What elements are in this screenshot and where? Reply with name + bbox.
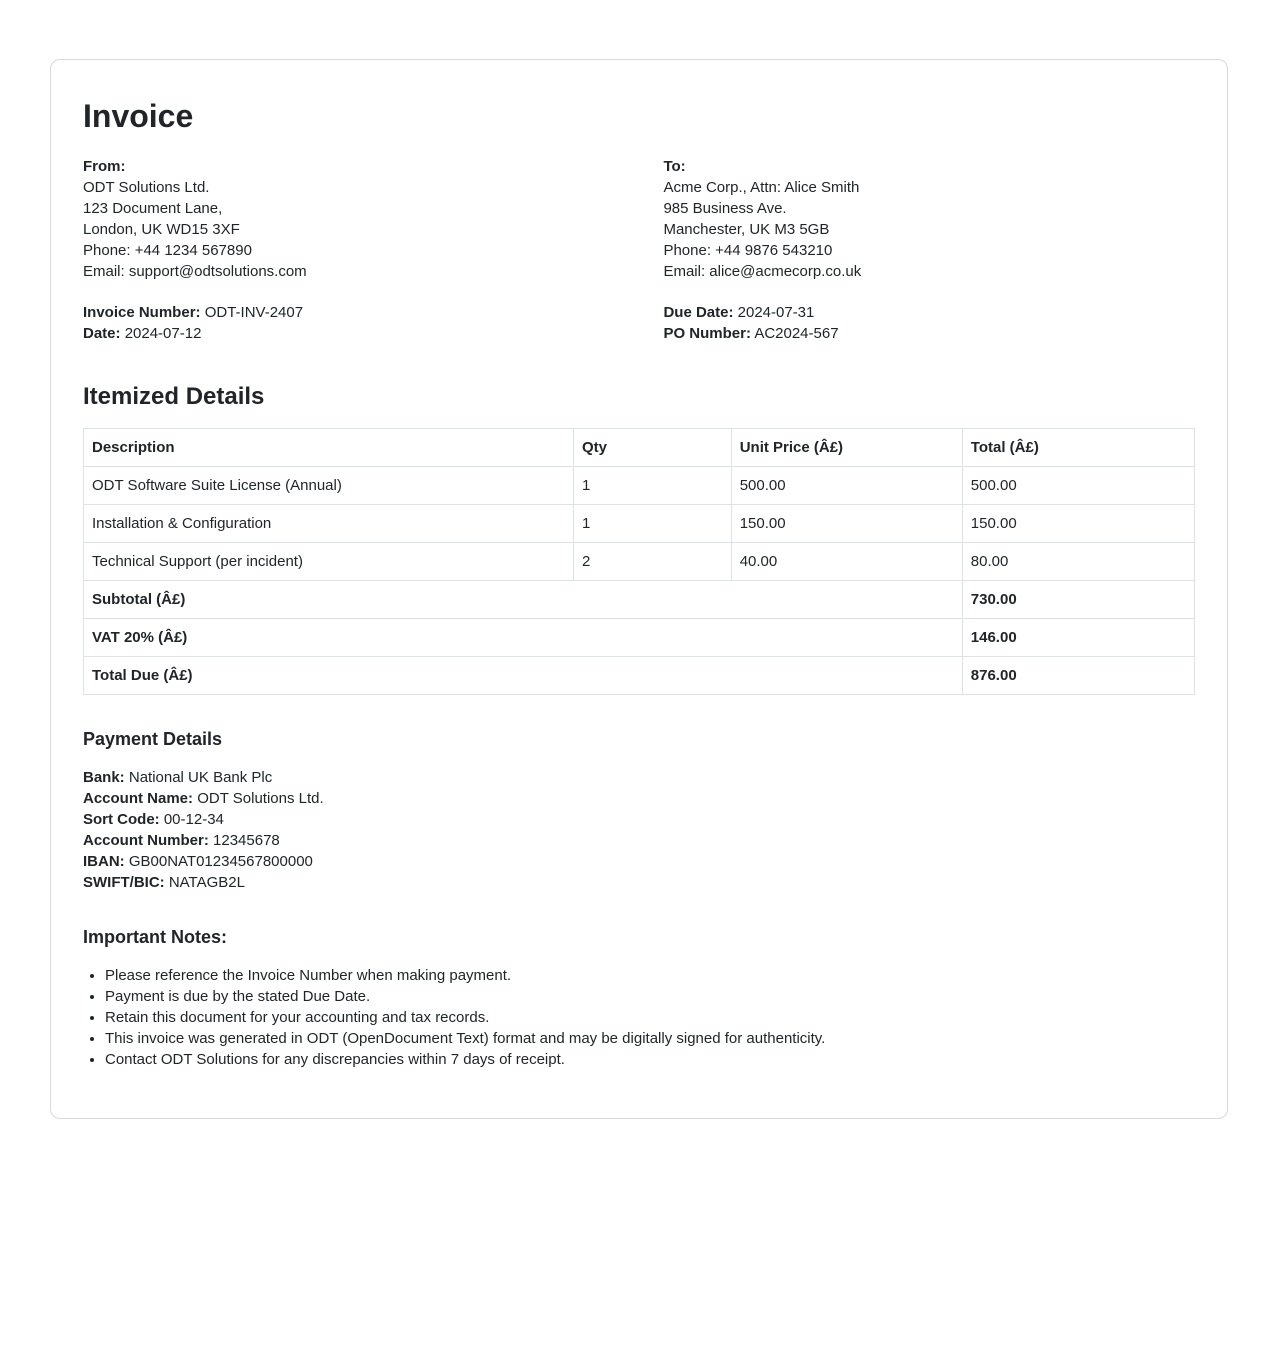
account-number-value: 12345678 bbox=[213, 832, 280, 849]
iban-row bbox=[83, 851, 1195, 872]
bank-value: National UK Bank Plc bbox=[128, 769, 273, 786]
iban-label: IBAN: bbox=[83, 853, 125, 870]
invoice-date-value: 2024-07-12 bbox=[124, 325, 202, 342]
total-due-value: 876.00 bbox=[962, 657, 1194, 695]
po-number-value: AC2024-567 bbox=[754, 325, 839, 342]
table-header-row bbox=[84, 429, 1195, 467]
to-line: 985 Business Ave. bbox=[663, 200, 787, 217]
po-number-row bbox=[663, 323, 1195, 344]
cell-qty: 1 bbox=[573, 467, 731, 505]
note-item: • Retain this document for your accounting and tax records. bbox=[105, 1007, 1195, 1028]
invoice-number-row bbox=[83, 302, 663, 323]
swift-bic-row bbox=[83, 872, 1195, 893]
meta-left bbox=[83, 302, 663, 344]
invoice-number-value: ODT-INV-2407 bbox=[204, 304, 304, 321]
total-due-label: Total Due (Â£) bbox=[84, 657, 963, 695]
cell-total: 500.00 bbox=[962, 467, 1194, 505]
cell-unit-price: 150.00 bbox=[731, 505, 962, 543]
from-line: Email: support@odtsolutions.com bbox=[83, 263, 307, 280]
col-total: Total (Â£) bbox=[962, 429, 1194, 467]
itemized-details-heading: Itemized Details bbox=[83, 383, 265, 410]
from-label: From: bbox=[83, 158, 126, 175]
page-title: Invoice bbox=[83, 98, 194, 134]
to-block bbox=[663, 156, 1195, 282]
sort-code-value: 00-12-34 bbox=[163, 811, 224, 828]
payment-details-heading: Payment Details bbox=[83, 729, 223, 749]
table-row bbox=[84, 467, 1195, 505]
table-row bbox=[84, 543, 1195, 581]
subtotal-label: Subtotal (Â£) bbox=[84, 581, 963, 619]
sort-code-row bbox=[83, 809, 1195, 830]
cell-description: Installation & Configuration bbox=[84, 505, 574, 543]
from-block bbox=[83, 156, 663, 282]
account-name-label: Account Name: bbox=[83, 790, 194, 807]
sort-code-label: Sort Code: bbox=[83, 811, 160, 828]
important-notes-list bbox=[83, 965, 1195, 1070]
invoice-date-row bbox=[83, 323, 663, 344]
cell-unit-price: 40.00 bbox=[731, 543, 962, 581]
cell-unit-price: 500.00 bbox=[731, 467, 962, 505]
due-date-value: 2024-07-31 bbox=[737, 304, 815, 321]
to-line: Phone: +44 9876 543210 bbox=[663, 242, 833, 259]
note-item: • Please reference the Invoice Number when making payment. bbox=[105, 965, 1195, 986]
cell-description: Technical Support (per incident) bbox=[84, 543, 574, 581]
vat-row bbox=[84, 619, 1195, 657]
itemized-table bbox=[83, 428, 1195, 695]
bank-label: Bank: bbox=[83, 769, 125, 786]
invoice-date-label: Date: bbox=[83, 325, 121, 342]
invoice-number-label: Invoice Number: bbox=[83, 304, 201, 321]
col-qty: Qty bbox=[573, 429, 731, 467]
account-name-row bbox=[83, 788, 1195, 809]
swift-bic-value: NATAGB2L bbox=[168, 874, 245, 891]
col-description: Description bbox=[84, 429, 574, 467]
table-row bbox=[84, 505, 1195, 543]
from-line: London, UK WD15 3XF bbox=[83, 221, 240, 238]
vat-value: 146.00 bbox=[962, 619, 1194, 657]
note-item: • Payment is due by the stated Due Date. bbox=[105, 986, 1195, 1007]
iban-value: GB00NAT01234567800000 bbox=[128, 853, 313, 870]
to-line: Email: alice@acmecorp.co.uk bbox=[663, 263, 862, 280]
cell-description: ODT Software Suite License (Annual) bbox=[84, 467, 574, 505]
payment-details-block bbox=[83, 767, 1195, 893]
po-number-label: PO Number: bbox=[663, 325, 751, 342]
meta-columns bbox=[83, 302, 1195, 344]
to-line: Acme Corp., Attn: Alice Smith bbox=[663, 179, 860, 196]
cell-qty: 1 bbox=[573, 505, 731, 543]
note-item: • This invoice was generated in ODT (OpenDocument Text) format and may be digitally signed for authenticity. bbox=[105, 1028, 1195, 1049]
from-line: Phone: +44 1234 567890 bbox=[83, 242, 252, 259]
col-unit-price: Unit Price (Â£) bbox=[731, 429, 962, 467]
to-label: To: bbox=[663, 158, 686, 175]
due-date-label: Due Date: bbox=[663, 304, 734, 321]
cell-total: 80.00 bbox=[962, 543, 1194, 581]
swift-bic-label: SWIFT/BIC: bbox=[83, 874, 165, 891]
account-number-row bbox=[83, 830, 1195, 851]
subtotal-value: 730.00 bbox=[962, 581, 1194, 619]
meta-right bbox=[663, 302, 1195, 344]
due-date-row bbox=[663, 302, 1195, 323]
account-name-value: ODT Solutions Ltd. bbox=[197, 790, 324, 807]
from-line: ODT Solutions Ltd. bbox=[83, 179, 210, 196]
cell-qty: 2 bbox=[573, 543, 731, 581]
subtotal-row bbox=[84, 581, 1195, 619]
account-number-label: Account Number: bbox=[83, 832, 209, 849]
bank-row bbox=[83, 767, 1195, 788]
address-columns bbox=[83, 156, 1195, 282]
note-item: • Contact ODT Solutions for any discrepancies within 7 days of receipt. bbox=[105, 1049, 1195, 1070]
important-notes-heading: Important Notes: bbox=[83, 927, 227, 947]
cell-total: 150.00 bbox=[962, 505, 1194, 543]
from-line: 123 Document Lane, bbox=[83, 200, 223, 217]
to-line: Manchester, UK M3 5GB bbox=[663, 221, 830, 238]
vat-label: VAT 20% (Â£) bbox=[84, 619, 963, 657]
total-due-row bbox=[84, 657, 1195, 695]
invoice-card bbox=[50, 59, 1228, 1119]
